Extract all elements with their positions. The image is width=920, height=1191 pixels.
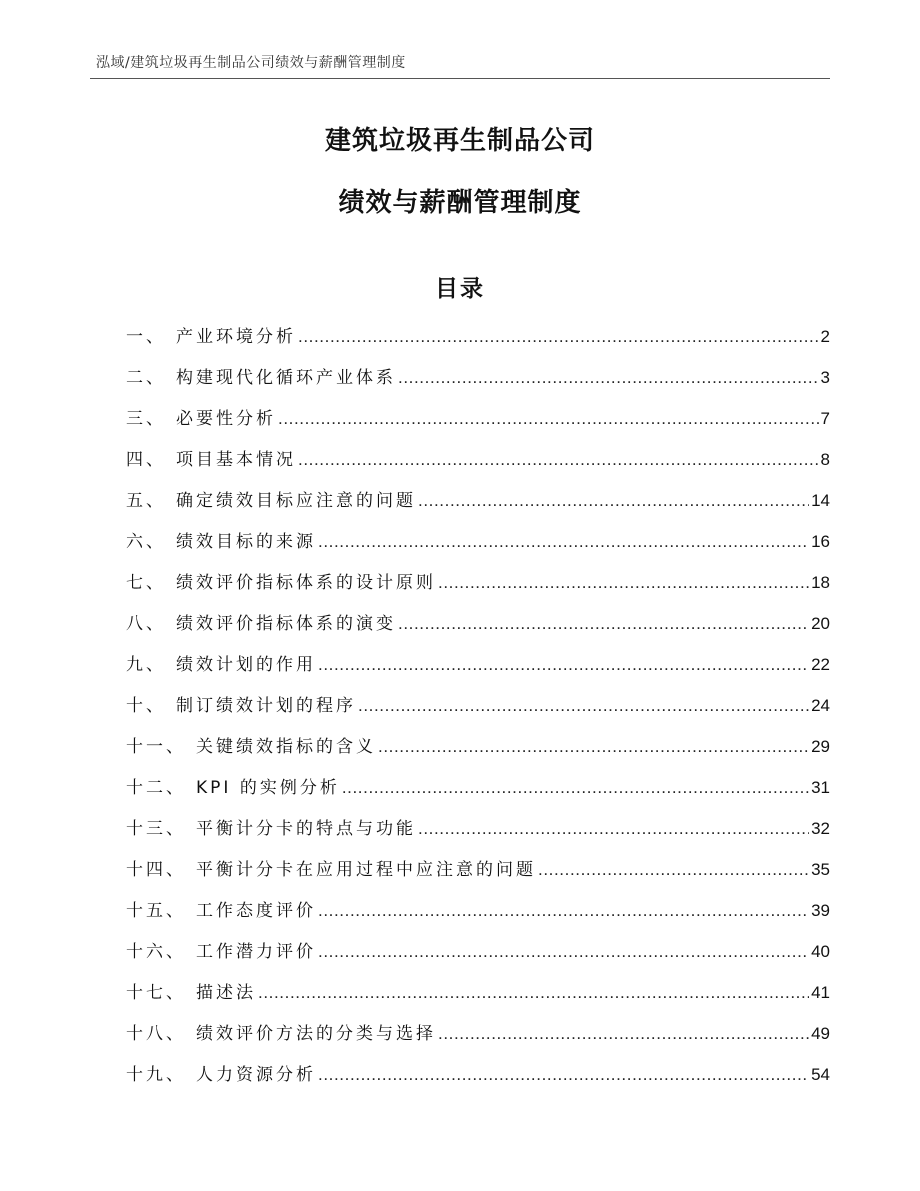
toc-entry[interactable]	[126, 363, 830, 404]
toc-entry-number: 十六、	[126, 942, 186, 962]
toc-entry-page: 20	[811, 614, 830, 633]
toc-entry-label: 平衡计分卡的特点与功能	[196, 819, 416, 839]
toc-entry-label: 平衡计分卡在应用过程中应注意的问题	[196, 860, 536, 880]
toc-entry[interactable]	[126, 855, 830, 896]
toc-entry-page: 14	[811, 491, 830, 510]
toc-dot-leader	[318, 1065, 809, 1085]
toc-entry-label: 绩效评价方法的分类与选择	[196, 1024, 436, 1044]
toc-dot-leader	[418, 819, 809, 839]
toc-dot-leader	[438, 1024, 809, 1044]
toc-entry-page: 49	[811, 1024, 830, 1043]
toc-entry-page: 39	[811, 901, 830, 920]
toc-entry-number: 二、	[126, 368, 166, 388]
toc-entry[interactable]	[126, 896, 830, 937]
toc-entry-label: 描述法	[196, 983, 256, 1003]
toc-entry-label: 项目基本情况	[176, 450, 296, 470]
toc-entry-page: 35	[811, 860, 830, 879]
toc-entry-page: 3	[820, 368, 830, 387]
toc-dot-leader	[358, 696, 809, 716]
toc-dot-leader	[298, 327, 819, 347]
toc-dot-leader	[398, 614, 809, 634]
toc-entry-number: 五、	[126, 491, 166, 511]
toc-entry-page: 40	[811, 942, 830, 961]
toc-entry-page: 29	[811, 737, 830, 756]
toc-entry-number: 十四、	[126, 860, 186, 880]
toc-dot-leader	[342, 778, 809, 798]
toc-entry-number: 八、	[126, 614, 166, 634]
toc-entry-page: 2	[820, 327, 830, 346]
toc-entry-number: 四、	[126, 450, 166, 470]
toc-dot-leader	[418, 491, 809, 511]
toc-entry[interactable]	[126, 486, 830, 527]
toc-entry-label: 必要性分析	[176, 409, 276, 429]
document-title-line-2: 绩效与薪酬管理制度	[338, 188, 582, 218]
toc-dot-leader	[398, 368, 819, 388]
table-of-contents	[126, 322, 830, 1101]
toc-entry[interactable]	[126, 527, 830, 568]
toc-entry-page: 24	[811, 696, 830, 715]
toc-dot-leader	[318, 901, 809, 921]
toc-entry-page: 18	[811, 573, 830, 592]
toc-entry[interactable]	[126, 773, 830, 814]
toc-entry-number: 一、	[126, 327, 166, 347]
toc-entry-page: 54	[811, 1065, 830, 1084]
toc-entry[interactable]	[126, 322, 830, 363]
toc-entry[interactable]	[126, 404, 830, 445]
toc-entry-page: 31	[811, 778, 830, 797]
document-title-line-1: 建筑垃圾再生制品公司	[324, 126, 595, 156]
toc-entry[interactable]	[126, 937, 830, 978]
toc-entry-page: 22	[811, 655, 830, 674]
toc-dot-leader	[538, 860, 809, 880]
toc-dot-leader	[378, 737, 809, 757]
toc-entry-page: 41	[811, 983, 830, 1002]
toc-entry-number: 十三、	[126, 819, 186, 839]
toc-dot-leader	[318, 532, 809, 552]
toc-entry-number: 三、	[126, 409, 166, 429]
toc-entry[interactable]	[126, 1060, 830, 1101]
toc-dot-leader	[278, 409, 819, 429]
toc-entry[interactable]	[126, 978, 830, 1019]
toc-entry-number: 十、	[126, 696, 166, 716]
toc-entry-label: 绩效计划的作用	[176, 655, 316, 675]
header-rule	[90, 78, 830, 79]
toc-entry-label: 工作潜力评价	[196, 942, 316, 962]
toc-entry[interactable]	[126, 732, 830, 773]
toc-entry-number: 十一、	[126, 737, 186, 757]
toc-entry-number: 九、	[126, 655, 166, 675]
toc-entry[interactable]	[126, 1019, 830, 1060]
toc-entry-page: 7	[820, 409, 830, 428]
toc-entry-label: 绩效目标的来源	[176, 532, 316, 552]
toc-entry-number: 十二、	[126, 778, 186, 798]
running-header: 泓域/建筑垃圾再生制品公司绩效与薪酬管理制度	[96, 55, 406, 71]
toc-entry[interactable]	[126, 609, 830, 650]
toc-dot-leader	[318, 655, 809, 675]
toc-entry-label: 关键绩效指标的含义	[196, 737, 376, 757]
toc-entry-page: 16	[811, 532, 830, 551]
toc-entry-label: 绩效评价指标体系的设计原则	[176, 573, 436, 593]
toc-entry-number: 六、	[126, 532, 166, 552]
toc-heading: 目录	[435, 276, 485, 302]
toc-entry-number: 十七、	[126, 983, 186, 1003]
toc-entry-label: 绩效评价指标体系的演变	[176, 614, 396, 634]
toc-entry-number: 七、	[126, 573, 166, 593]
toc-entry-label: 人力资源分析	[196, 1065, 316, 1085]
toc-entry-number: 十五、	[126, 901, 186, 921]
toc-entry-label: 产业环境分析	[176, 327, 296, 347]
toc-entry-page: 32	[811, 819, 830, 838]
toc-entry-label: 制订绩效计划的程序	[176, 696, 356, 716]
toc-entry[interactable]	[126, 568, 830, 609]
toc-entry[interactable]	[126, 814, 830, 855]
toc-entry[interactable]	[126, 445, 830, 486]
toc-entry-label: 构建现代化循环产业体系	[176, 368, 396, 388]
toc-dot-leader	[298, 450, 819, 470]
toc-entry-label: 工作态度评价	[196, 901, 316, 921]
toc-dot-leader	[258, 983, 809, 1003]
toc-entry-page: 8	[820, 450, 830, 469]
toc-entry-label: KPI 的实例分析	[196, 778, 340, 798]
toc-dot-leader	[438, 573, 809, 593]
toc-dot-leader	[318, 942, 809, 962]
toc-entry-number: 十九、	[126, 1065, 186, 1085]
toc-entry[interactable]	[126, 691, 830, 732]
toc-entry-label: 确定绩效目标应注意的问题	[176, 491, 416, 511]
toc-entry-number: 十八、	[126, 1024, 186, 1044]
toc-entry[interactable]	[126, 650, 830, 691]
